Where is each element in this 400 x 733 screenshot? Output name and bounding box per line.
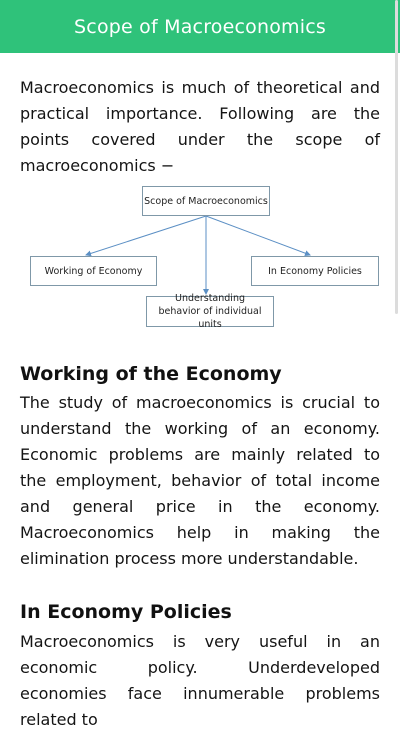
diagram-root-box: Scope of Macroeconomics bbox=[142, 186, 270, 216]
intro-paragraph: Macroeconomics is much of theoretical and practical importance. Following are the points covered under the scope of macroeconomics − bbox=[20, 78, 380, 175]
scrollbar[interactable] bbox=[395, 0, 398, 314]
section-heading: In Economy Policies bbox=[20, 601, 232, 623]
page-title: Scope of Macroeconomics bbox=[74, 15, 326, 38]
scope-diagram bbox=[28, 183, 380, 333]
section-heading: Working of the Economy bbox=[20, 363, 282, 385]
app-bar bbox=[0, 0, 400, 53]
section-paragraph: The study of macroeconomics is crucial to understand the working of an economy. Economic problems are mainly related to the employment, behavior of total income and general price in the economy. Macroeconomics help in making the elimination process more understandable. bbox=[20, 393, 380, 568]
diagram-left-box: Working of Economy bbox=[30, 256, 157, 286]
diagram-bottom-box: Understanding behavior of individual units bbox=[146, 296, 274, 327]
diagram-right-box: In Economy Policies bbox=[251, 256, 379, 286]
arrow-left bbox=[86, 216, 206, 255]
arrow-right bbox=[206, 216, 310, 255]
section-paragraph: Macroeconomics is very useful in an economic policy. Underdeveloped economies face innumerable problems related to bbox=[20, 632, 380, 729]
